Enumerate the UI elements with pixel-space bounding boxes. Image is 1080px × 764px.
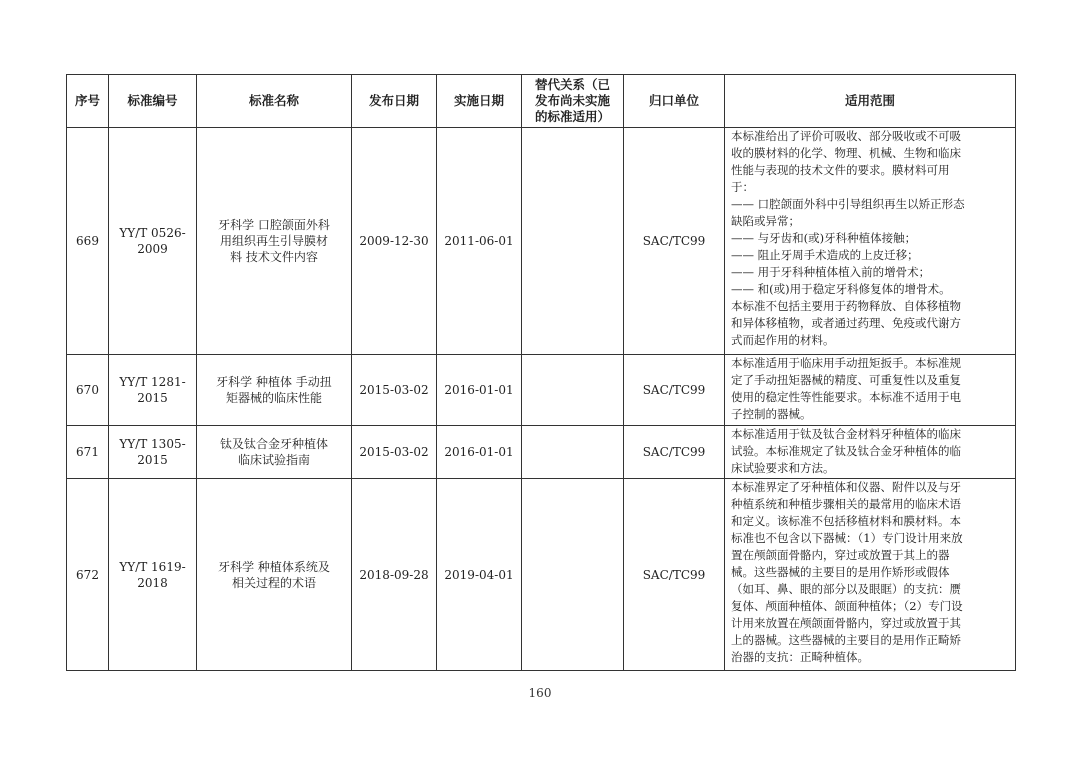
cell-code (109, 426, 197, 479)
standards-table (66, 74, 1016, 671)
name-line: 牙科学 口腔颌面外科 (218, 218, 330, 232)
cell-implement-date: 2011-06-01 (437, 128, 522, 355)
scope-line: —— 与牙齿和(或)牙科种植体接触； (731, 231, 917, 245)
cell-code (109, 479, 197, 671)
cell-scope (725, 128, 1016, 355)
scope-line: 上的器械。这些器械的主要目的是用作正畸矫 (731, 633, 961, 647)
table-row (67, 128, 1016, 355)
scope-line: 本标准适用于钛及钛合金材料牙种植体的临床 (731, 427, 961, 441)
scope-line: 本标准界定了牙种植体和仪器、附件以及与牙 (731, 480, 961, 494)
cell-replace (522, 128, 624, 355)
table-row (67, 479, 1016, 671)
name-line: 临床试验指南 (237, 453, 310, 467)
cell-publish-date: 2015-03-02 (352, 426, 437, 479)
scope-line: 式而起作用的材料。 (731, 333, 835, 347)
cell-name (197, 479, 352, 671)
cell-implement-date: 2016-01-01 (437, 426, 522, 479)
cell-unit: SAC/TC99 (624, 426, 725, 479)
scope-line: 本标准适用于临床用手动扭矩扳手。本标准规 (731, 356, 961, 370)
scope-line: 标准也不包含以下器械：（1）专门设计用来放 (731, 531, 963, 545)
cell-scope (725, 355, 1016, 426)
scope-line: 使用的稳定性等性能要求。本标准不适用于电 (731, 390, 961, 404)
scope-line: 缺陷或异常； (731, 214, 800, 228)
scope-line: —— 口腔颌面外科中引导组织再生以矫正形态 (731, 197, 965, 211)
scope-line: （如耳、鼻、眼的部分以及眼眶）的支抗：赝 (731, 582, 961, 596)
cell-implement-date: 2019-04-01 (437, 479, 522, 671)
scope-line: 定了手动扭矩器械的精度、可重复性以及重复 (731, 373, 961, 387)
cell-unit: SAC/TC99 (624, 355, 725, 426)
code-line: 2018 (137, 575, 168, 590)
scope-line: 计用来放置在颅颌面骨骼内，穿过或放置于其 (731, 616, 961, 630)
name-line: 矩器械的临床性能 (225, 391, 322, 405)
cell-no: 669 (67, 128, 109, 355)
cell-name (197, 128, 352, 355)
cell-scope (725, 479, 1016, 671)
cell-replace (522, 426, 624, 479)
scope-line: —— 阻止牙周手术造成的上皮迁移； (731, 248, 919, 262)
code-line: YY/T 1305- (119, 437, 186, 451)
code-line: 2015 (137, 391, 168, 405)
name-line: 料 技术文件内容 (230, 250, 318, 264)
scope-line: 试验。本标准规定了钛及钛合金牙种植体的临 (731, 444, 961, 458)
cell-no: 672 (67, 479, 109, 671)
cell-replace (522, 355, 624, 426)
header-name: 标准名称 (197, 75, 352, 128)
cell-scope (725, 426, 1016, 479)
name-line: 相关过程的术语 (231, 575, 316, 590)
scope-line: 复体、颅面种植体、颌面种植体；（2）专门设 (731, 599, 963, 613)
code-line: YY/T 1281- (119, 375, 186, 389)
scope-line: 本标准不包括主要用于药物释放、自体移植物 (731, 299, 961, 313)
cell-publish-date: 2015-03-02 (352, 355, 437, 426)
scope-line: 本标准给出了评价可吸收、部分吸收或不可吸 (731, 129, 961, 143)
header-replace-line: 发布尚未实施 (534, 93, 610, 108)
code-line: YY/T 0526- (119, 226, 186, 240)
cell-name (197, 355, 352, 426)
table-row (67, 426, 1016, 479)
code-line: 2015 (137, 453, 168, 467)
name-line: 牙科学 种植体系统及 (218, 559, 330, 574)
scope-line: —— 用于牙科种植体植入前的增骨术； (731, 265, 931, 279)
cell-publish-date: 2009-12-30 (352, 128, 437, 355)
code-line: YY/T 1619- (119, 559, 186, 574)
scope-line: 和定义。该标准不包括移植材料和膜材料。本 (731, 514, 961, 528)
cell-no: 670 (67, 355, 109, 426)
header-replace-line: 的标准适用） (534, 109, 610, 124)
scope-line: 床试验要求和方法。 (731, 461, 835, 475)
header-replace (522, 75, 624, 128)
scope-line: 子控制的器械。 (731, 407, 812, 421)
code-line: 2009 (137, 242, 168, 256)
name-line: 牙科学 种植体 手动扭 (216, 375, 332, 389)
scope-line: 于： (731, 180, 754, 194)
header-no: 序号 (67, 75, 109, 128)
table-header-row (67, 75, 1016, 128)
cell-code (109, 128, 197, 355)
cell-implement-date: 2016-01-01 (437, 355, 522, 426)
scope-line: 械。这些器械的主要目的是用作矫形或假体 (731, 565, 950, 579)
scope-line: 置在颅颌面骨骼内，穿过或放置于其上的器 (731, 548, 950, 562)
cell-unit: SAC/TC99 (624, 479, 725, 671)
header-replace-line: 替代关系（已 (534, 77, 610, 92)
header-code: 标准编号 (109, 75, 197, 128)
scope-line: 治器的支抗：正畸种植体。 (731, 650, 869, 664)
cell-unit: SAC/TC99 (624, 128, 725, 355)
header-publish-date: 发布日期 (352, 75, 437, 128)
name-line: 用组织再生引导膜材 (219, 234, 328, 248)
table-row (67, 355, 1016, 426)
cell-code (109, 355, 197, 426)
cell-publish-date: 2018-09-28 (352, 479, 437, 671)
header-unit: 归口单位 (624, 75, 725, 128)
header-scope: 适用范围 (725, 75, 1016, 128)
name-line: 钛及钛合金牙种植体 (219, 437, 328, 451)
page-number: 160 (528, 686, 552, 700)
cell-no: 671 (67, 426, 109, 479)
header-implement-date: 实施日期 (437, 75, 522, 128)
scope-line: 性能与表现的技术文件的要求。膜材料可用 (731, 163, 950, 177)
scope-line: 收的膜材料的化学、物理、机械、生物和临床 (731, 146, 961, 160)
cell-name (197, 426, 352, 479)
scope-line: 种植系统和种植步骤相关的最常用的临床术语 (731, 497, 961, 511)
scope-line: 和异体移植物，或者通过药理、免疫或代谢方 (731, 316, 961, 330)
scope-line: —— 和(或)用于稳定牙科修复体的增骨术。 (731, 282, 951, 296)
cell-replace (522, 479, 624, 671)
